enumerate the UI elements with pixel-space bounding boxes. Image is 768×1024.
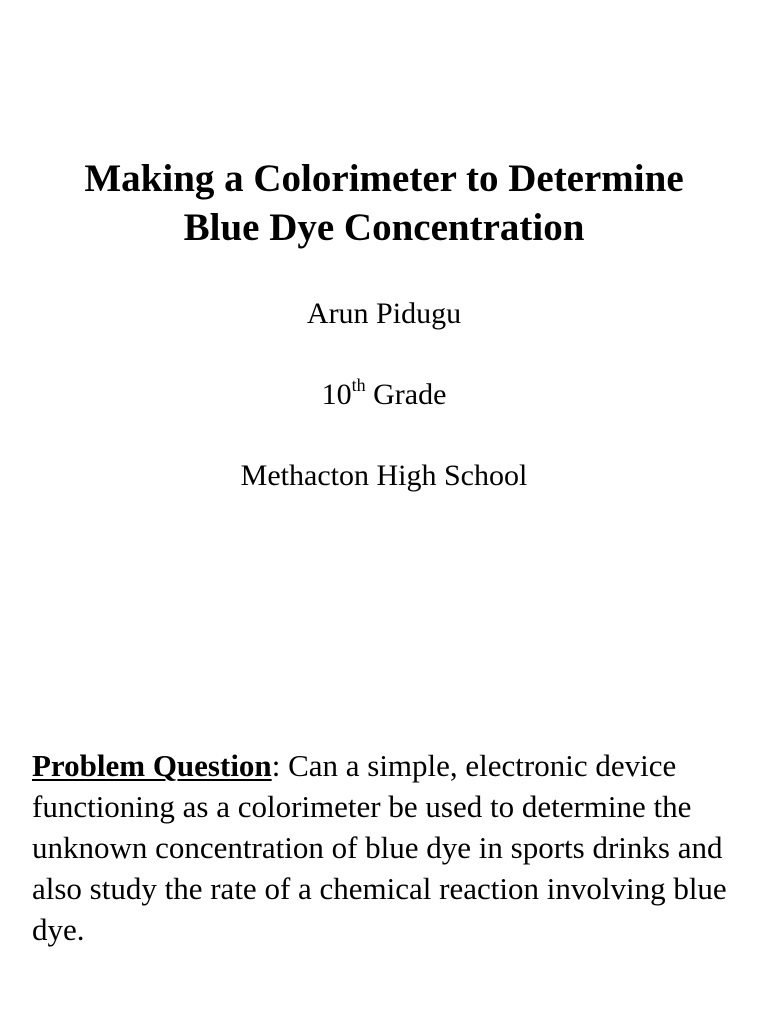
grade-level bbox=[0, 377, 768, 413]
school-name: Methacton High School bbox=[240, 459, 528, 492]
page-title bbox=[0, 154, 768, 252]
problem-question-separator: : bbox=[271, 748, 281, 783]
title-line-1: Making a Colorimeter to Determine bbox=[84, 157, 684, 200]
grade-ordinal-suffix: th bbox=[351, 375, 366, 395]
title-line-2: Blue Dye Concentration bbox=[183, 206, 585, 249]
problem-question bbox=[32, 745, 744, 950]
grade-label: Grade bbox=[373, 378, 447, 411]
problem-question-text: Can a simple, electronic device functioning as a colorimeter be used to determine the unknown concentration of blue dye in sports drinks and also study the rate of a chemical reaction involving blue dye. bbox=[32, 748, 727, 947]
grade-number: 10 bbox=[321, 378, 352, 411]
problem-question-label: Problem Question bbox=[32, 748, 272, 783]
author-name: Arun Pidugu bbox=[306, 297, 462, 330]
